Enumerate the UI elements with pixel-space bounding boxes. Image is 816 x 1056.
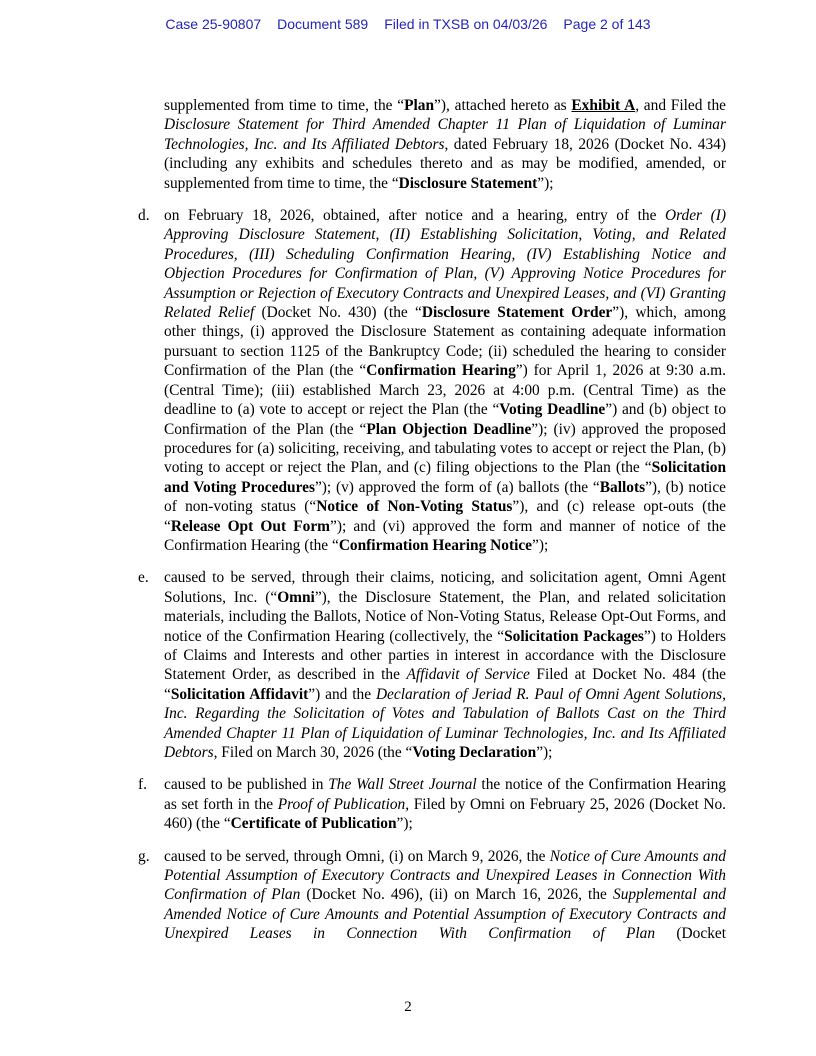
case-number: Case 25-90807 (165, 16, 262, 32)
paragraph-label: g. (138, 847, 150, 865)
paragraph-d (138, 206, 726, 555)
page-count: Page 2 of 143 (563, 16, 651, 32)
paragraph-text: on February 18, 2026, obtained, after notice and a hearing, entry of the Order (I) Approving Disclosure Statement, (II) Establishing Solicitation, Voting, and Related Procedures, (III) Scheduling Confirmation Hearing, (IV) Establishing Notice and Objection Procedures for Confirmation of Plan, (V) Approving Notice Procedures for Assumption or Rejection of Executory Contracts and Unexpired Leases, and (VI) Granting Related Relief (Docket No. 430) (the “Disclosure Statement Order”), which, among other things, (i) approved the Disclosure Statement as containing adequate information pursuant to section 1125 of the Bankruptcy Code; (ii) scheduled the hearing to consider Confirmation of the Plan (the “Confirmation Hearing”) for April 1, 2026 at 9:30 a.m. (Central Time); (iii) established March 23, 2026 at 4:00 p.m. (Central Time) as the deadline to (a) vote to accept or reject the Plan (the “Voting Deadline”) and (b) object to Confirmation of the Plan (the “Plan Objection Deadline”); (iv) approved the proposed procedures for (a) soliciting, receiving, and tabulating votes to accept or reject the Plan, (b) voting to accept or reject the Plan, and (c) filing objections to the Plan (the “Solicitation and Voting Procedures”); (v) approved the form of (a) ballots (the “Ballots”), (b) notice of non-voting status (“Notice of Non-Voting Status”), and (c) release opt-outs (the “Release Opt Out Form”); and (vi) approved the form and manner of notice of the Confirmation Hearing (the “Confirmation Hearing Notice”); (164, 207, 727, 554)
paragraph-label: f. (138, 776, 147, 794)
paragraph-text: caused to be served, through their claims, noticing, and solicitation agent, Omni Agent Solutions, Inc. (“Omni”), the Disclosure Statement, the Plan, and related solicitation materials, including the Ballots, Notice of Non-Voting Status, Release Opt-Out Forms, and notice of the Confirmation Hearing (collectively, the “Solicitation Packages”) to Holders of Claims and Interests and other parties in interest in accordance with the Disclosure Statement Order, as described in the Affidavit of Service Filed at Docket No. 484 (the “Solicitation Affidavit”) and the Declaration of Jeriad R. Paul of Omni Agent Solutions, Inc. Regarding the Solicitation of Votes and Tabulation of Ballots Cast on the Third Amended Chapter 11 Plan of Liquidation of Luminar Technologies, Inc. and Its Affiliated Debtors, Filed on March 30, 2026 (the “Voting Declaration”); (164, 569, 726, 761)
paragraph-label: e. (138, 569, 149, 587)
page-number: 2 (404, 999, 412, 1015)
paragraph-label: d. (138, 207, 150, 225)
paragraph-text: caused to be published in The Wall Street Journal the notice of the Confirmation Hearing as set forth in the Proof of Publication, Filed by Omni on February 25, 2026 (Docket No. 460) (the “Certificate of Publication”); (164, 776, 727, 833)
filing-info: Filed in TXSB on 04/03/26 (384, 16, 548, 32)
document-number: Document 589 (277, 16, 369, 32)
paragraph-e (138, 568, 726, 762)
document-body (138, 96, 726, 957)
paragraph-text: caused to be served, through Omni, (i) on March 9, 2026, the Notice of Cure Amounts and Potential Assumption of Executory Contracts and Unexpired Leases in Connection With Confirmation of Plan (Docket No. 496), (ii) on March 16, 2026, the Supplemental and Amended Notice of Cure Amounts and Potential Assumption of Executory Contracts and Unexpired Leases in Connection With Confirmation of Plan (Docket (164, 847, 727, 943)
case-header (0, 16, 816, 32)
paragraph-continuation (138, 96, 726, 193)
paragraph-text: supplemented from time to time, the “Plan”), attached hereto as Exhibit A, and Filed the Disclosure Statement for Third Amended Chapter 11 Plan of Liquidation of Luminar Technologies, Inc. and Its Affiliated Debtors, dated February 18, 2026 (Docket No. 434) (including any exhibits and schedules thereto and as may be modified, amended, or supplemented from time to time, the “Disclosure Statement”); (164, 97, 726, 192)
paragraph-f (138, 775, 726, 833)
paragraph-g (138, 847, 726, 944)
